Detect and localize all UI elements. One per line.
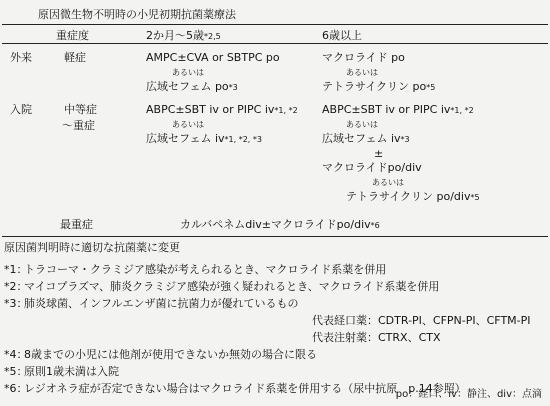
severity-severe: ～重症 — [62, 119, 95, 132]
footnote-2: *2：マイコプラズマ、肺炎クラミジア感染が強く疑われるとき、マクロライド系薬を併用 — [4, 280, 440, 293]
severity-critical: 最重症 — [60, 218, 93, 231]
footnote-3-oral: 代表経口薬：CDTR-PI、CFPN-PI、CFTM-PI — [312, 314, 531, 327]
footnote-4: *4：8歳までの小児には他剤が使用できないか無効の場合に限る — [4, 348, 317, 361]
inpatient-regimen-older-1: ABPC±SBT iv or PIPC iv*1, *2 — [322, 103, 474, 116]
footnote-5: *5：原則1歳未満は入院 — [4, 365, 119, 378]
inpatient-or-young: あるいは — [172, 120, 204, 129]
outpatient-regimen-older-1: マクロライド po — [322, 51, 405, 64]
inpatient-regimen-older-4: テトラサイクリン po/div*5 — [346, 190, 480, 203]
inpatient-or-older-1: あるいは — [346, 120, 378, 129]
footnote-6: *6：レジオネラ症が否定できない場合はマクロライド系薬を併用する（尿中抗原 p.14参照） — [4, 382, 466, 395]
outpatient-regimen-young-2: 広域セフェム po*3 — [146, 80, 238, 93]
inpatient-regimen-young-2: 広域セフェム iv*1, *2, *3 — [146, 132, 262, 145]
footnote-1: *1：トラコーマ・クラミジア感染が考えられるとき、マクロライド系薬を併用 — [4, 263, 387, 276]
rule-table-bottom — [2, 236, 548, 237]
outpatient-or-young: あるいは — [172, 68, 204, 77]
inpatient-regimen-older-2: 広域セフェム iv*3 — [322, 132, 410, 145]
header-age-2: 6歳以上 — [322, 29, 362, 42]
inpatient-or-older-2: あるいは — [372, 178, 404, 187]
abbreviation-legend: po：経口、iv：静注、div：点滴 — [395, 389, 542, 400]
rule-header — [2, 43, 548, 44]
table-title: 原因微生物不明時の小児初期抗菌薬療法 — [38, 8, 236, 21]
header-age-1: 2か月～5歳*2,5 — [146, 29, 221, 42]
setting-outpatient: 外来 — [10, 51, 32, 64]
notes-heading: 原因菌判明時に適切な抗菌薬に変更 — [4, 241, 180, 254]
setting-inpatient: 入院 — [10, 103, 32, 116]
rule-top — [2, 24, 548, 25]
severity-mild: 軽症 — [64, 51, 86, 64]
inpatient-plus-minus: ± — [374, 147, 384, 160]
header-severity: 重症度 — [56, 29, 89, 42]
critical-regimen: カルバペネムdiv±マクロライドpo/div*6 — [180, 218, 380, 231]
inpatient-regimen-older-3: マクロライドpo/div — [322, 161, 422, 174]
footnote-3: *3：肺炎球菌、インフルエンザ菌に抗菌力が優れているもの — [4, 297, 299, 310]
footnote-3-injection: 代表注射薬：CTRX、CTX — [312, 331, 441, 344]
inpatient-regimen-young-1: ABPC±SBT iv or PIPC iv*1, *2 — [146, 103, 298, 116]
outpatient-regimen-young-1: AMPC±CVA or SBTPC po — [146, 51, 280, 64]
outpatient-regimen-older-2: テトラサイクリン po*5 — [322, 80, 436, 93]
outpatient-or-older: あるいは — [346, 68, 378, 77]
severity-moderate: 中等症 — [64, 103, 97, 116]
